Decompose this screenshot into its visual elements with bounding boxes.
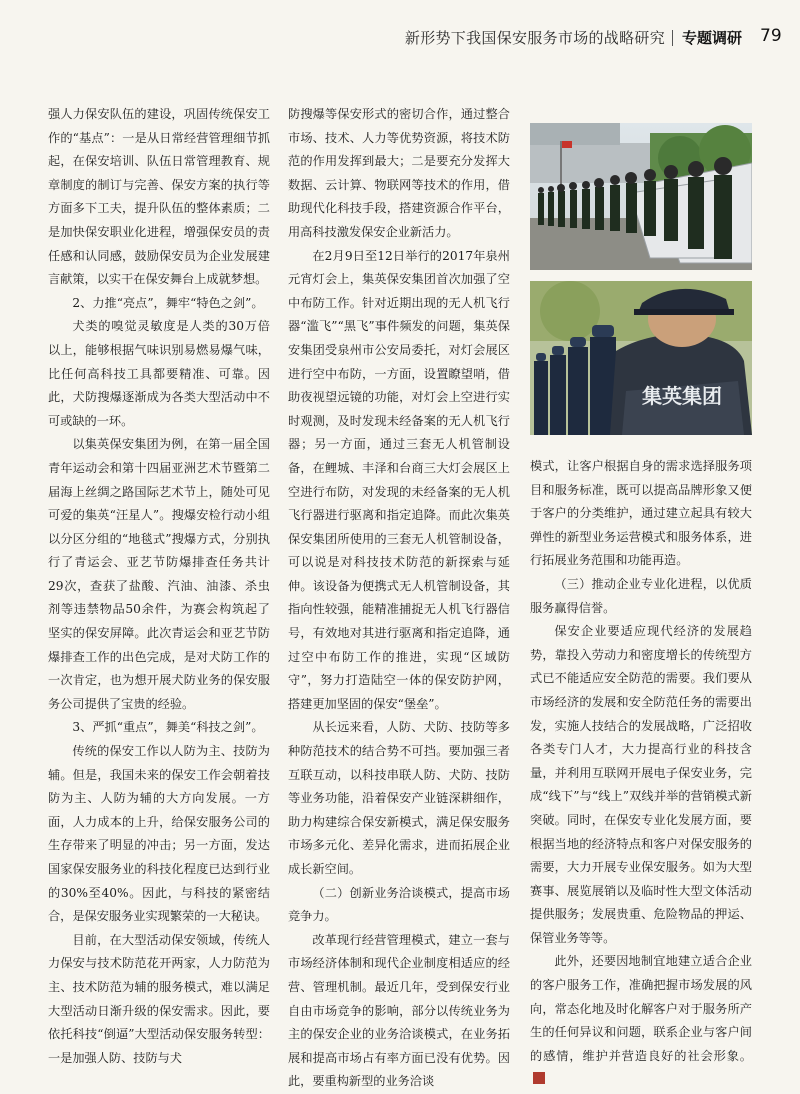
- paragraph: 保安企业要适应现代经济的发展趋势，靠投入劳动力和密度增长的传统型方式已不能适应安全防范的需要。我们要从市场经济的发展和安全防范任务的需要出发，实施人技结合的发展战略，广泛招收各类专门人才，大力提高行业的科技含量，并利用互联网开展电子保安业务，完成“线下”与“线上”双线并举的营销模式新突破。同时，在保安专业化发展方面，要根据当地的经济特点和客户对保安服务的需要，大力开展专业保安服务。如为大型赛事、展览展销以及临时性大型文体活动提供服务；发展贵重、危险物品的押运、保管业务等等。: [530, 624, 752, 945]
- text-column-3: [530, 455, 752, 1092]
- section-label: 专题调研: [682, 29, 743, 47]
- subheading: （二）创新业务洽谈模式，提高市场竞争力。: [288, 885, 510, 924]
- paragraph: 犬类的嗅觉灵敏度是人类的30万倍以上，能够根据气味识别易燃易爆气味，比任何高科技工具都要精准、可靠。因此，犬防搜爆逐渐成为各类大型活动中不可或缺的一环。: [48, 319, 270, 428]
- paragraph: 模式，让客户根据自身的需求选择服务项目和服务标准，既可以提高品牌形象又便于客户的分类维护，通过建立起具有较大弹性的新型业务运营模式和服务体系，进行拓展业务范围和功能再造。: [530, 459, 752, 568]
- running-title: 新形势下我国保安服务市场的战略研究: [404, 29, 665, 47]
- subheading: 2、力推“亮点”，舞牢“特色之剑”。: [72, 295, 264, 310]
- subheading: 3、严抓“重点”，舞美“科技之剑”。: [72, 720, 264, 735]
- photo-guards-vests-image: [530, 281, 752, 435]
- photo-guards-lineup-image: [530, 123, 752, 270]
- paragraph-text: 此外，还要因地制宜地建立适合企业的客户服务工作，准确把握市场发展的风向，常态化地及时化解客户对于服务所产生的任何异议和问题，联系企业与客户间的感情，维护并营造良好的社会形象。: [530, 954, 752, 1063]
- photo-guards-vests: [530, 281, 752, 435]
- paragraph: 以集英保安集团为例，在第一届全国青年运动会和第十四届亚洲艺术节暨第二届海上丝绸之路国际艺术节上，随处可见可爱的集英“汪星人”。搜爆安检行动小组以分区分组的“地毯式”搜爆方式，分别执行了青运会、亚艺节防爆排查任务共计29次，查获了盐酸、汽油、油漆、杀虫剂等违禁物品50余件，为赛会构筑起了坚实的保安屏障。此次青运会和亚艺节防爆排查工作的出色完成，是对犬防工作的一次肯定，也为想开展犬防业务的保安服务公司提供了宝贵的经验。: [48, 437, 270, 711]
- paragraph: 从长远来看，人防、犬防、技防等多种防范技术的结合势不可挡。要加强三者互联互动，以科技串联人防、犬防、技防等业务功能，沿着保安产业链深耕细作，助力构建综合保安新模式，满足保安服务市场多元化、差异化需求，进而拓展企业成长新空间。: [288, 720, 510, 876]
- article-end-mark: [533, 1072, 545, 1084]
- paragraph: 防搜爆等保安形式的密切合作，通过整合市场、技术、人力等优势资源，将技术防范的作用发挥到最大；二是要充分发挥大数据、云计算、物联网等技术的作用，借助现代化科技手段，搭建资源合作平台，用高科技激发保安企业新活力。: [288, 107, 510, 239]
- text-column-1: [48, 103, 270, 1070]
- subheading: （三）推动企业专业化进程，以优质服务赢得信誉。: [530, 576, 752, 615]
- photo-guards-lineup: [530, 123, 752, 270]
- text-column-2: [288, 103, 510, 1094]
- paragraph: [530, 950, 752, 1092]
- paragraph: 传统的保安工作以人防为主、技防为辅。但是，我国未来的保安工作会朝着技防为主、人防为辅的大方向发展。一方面，人力成本的上升，给保安服务公司的生存带来了明显的冲击；另一方面，发达国家保安服务业的科技化程度已达到行业的30%至40%。因此，与科技的紧密结合，是保安服务业实现繁荣的一大秘诀。: [48, 744, 270, 924]
- vest-text: 集英集团: [642, 384, 722, 408]
- paragraph: 目前，在大型活动保安领域，传统人力保安与技术防范花开两家，人力防范为主、技术防范为辅的服务模式，难以满足大型活动日渐升级的保安需求。因此，要依托科技“倒逼”大型活动保安服务转型：一是加强人防、技防与犬: [48, 932, 270, 1065]
- paragraph: 改革现行经营管理模式，建立一套与市场经济体制和现代企业制度相适应的经营、管理机制。最近几年，受到保安行业自由市场竞争的影响，部分以传统业务为主的保安企业的业务洽谈模式，在业务拓展和提高市场占有率方面已没有优势。因此，要重构新型的业务洽谈: [288, 932, 510, 1089]
- paragraph: 在2月9日至12日举行的2017年泉州元宵灯会上，集英保安集团首次加强了空中布防工作。针对近期出现的无人机飞行器“滥飞”“黑飞”事件频发的问题，集英保安集团受泉州市公安局委托，对灯会展区进行空中布防，一方面，设置瞭望哨，借助夜视望远镜的功能，对灯会上空进行实时观测，及时发现未经备案的无人机飞行器；另一方面，通过三套无人机管制设备，在鲤城、丰泽和台商三大灯会展区上空进行布防，对发现的未经备案的无人机飞行器进行驱离和指定追降。而此次集英保安集团所使用的三套无人机管制设备，可以说是对科技技术防范的新探索与延伸。该设备为便携式无人机管制设备，其指向性较强，能精准捕捉无人机飞行器信号，有效地对其进行驱离和指定追降，通过空中布防工作的推进，实现“区域防守”，努力打造陆空一体的保安防护网，搭建更加坚固的保安“堡垒”。: [288, 248, 510, 711]
- paragraph: 强人力保安队伍的建设，巩固传统保安工作的“基点”：一是从日常经营管理细节抓起，在保安培训、队伍日常管理教育、规章制度的制订与完善、保安方案的执行等方面多下工夫，提升队伍的整体素质；二是加快保安职业化进程，增强保安员的责任感和认同感，鼓励保安员为企业发展建言献策，以实干在保安舞台上成就梦想。: [48, 107, 270, 287]
- page-number: 79: [760, 26, 782, 46]
- header-divider: [672, 30, 673, 46]
- page-header: [0, 0, 800, 62]
